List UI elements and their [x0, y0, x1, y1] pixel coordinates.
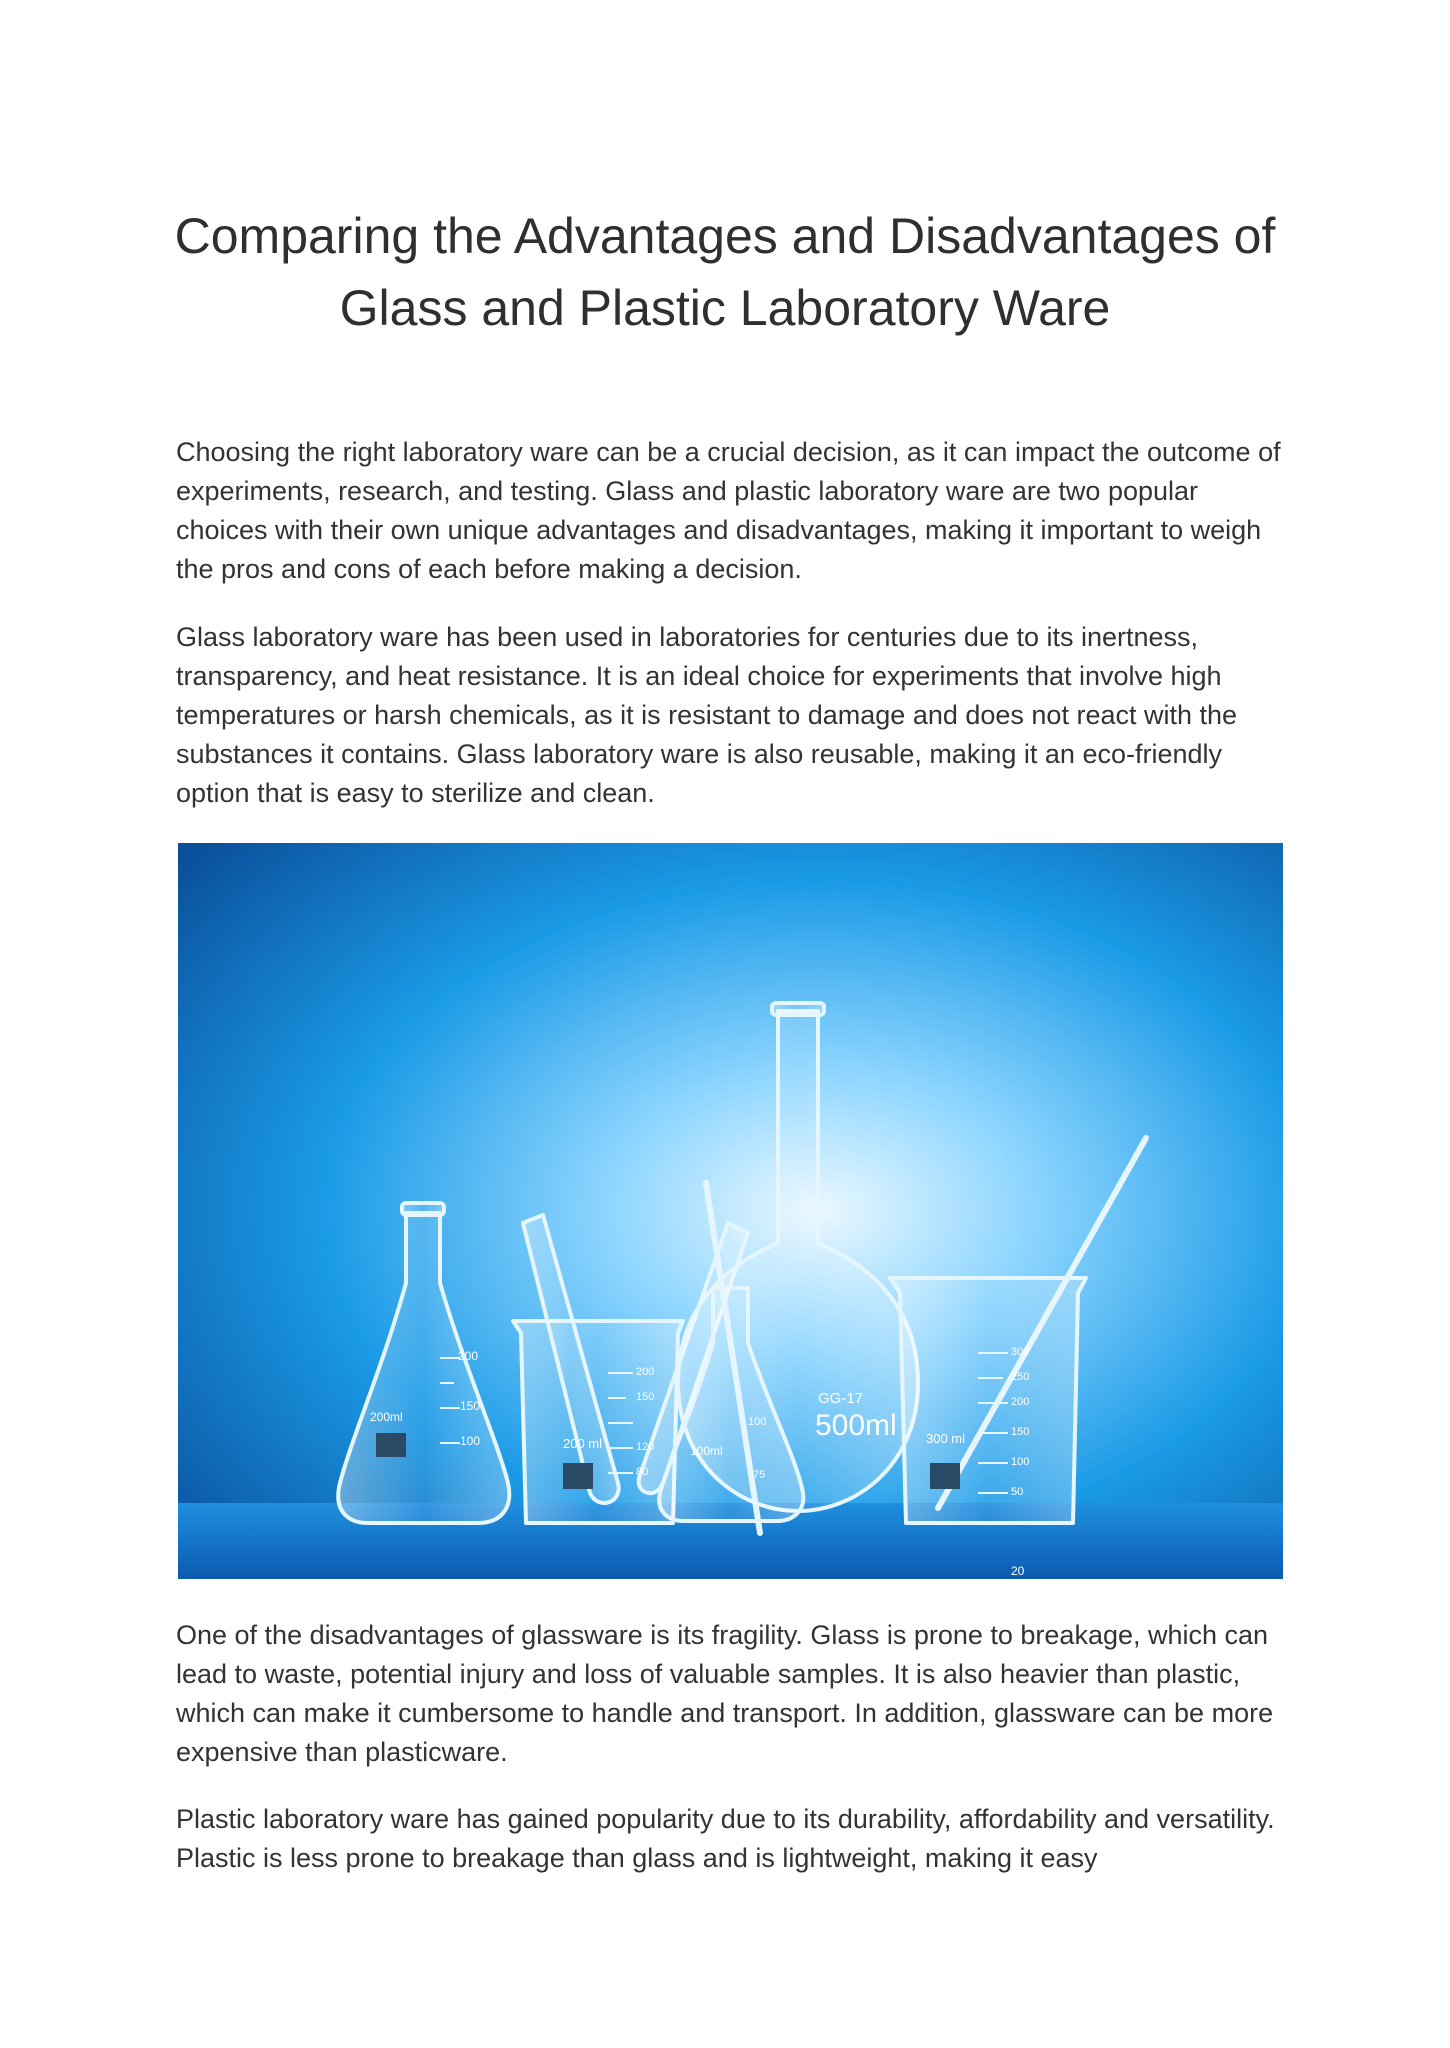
right-beaker — [890, 1278, 1086, 1523]
paragraph-glass-advantages: Glass laboratory ware has been used in laboratories for centuries due to its inertness, transparency, and heat resistance. It is an ideal choice for experiments that involve high temperatures or harsh chemicals, as it is resistant to damage and does not react with the substances it contains. Glass laboratory ware is also reusable, making it an eco-friendly option that is easy to sterilize and clean. — [176, 622, 1238, 808]
flask-label-200: 200 — [458, 1349, 479, 1363]
small-flask-label-75: 75 — [753, 1469, 766, 1481]
paragraph-plastic-advantages: Plastic laboratory ware has gained popularity due to its durability, affordability and versatility. Plastic is less prone to breakage than glass and is lightweight, making it easy — [176, 1804, 1275, 1873]
round-flask-label-500ml: 500ml — [815, 1409, 897, 1442]
beaker-right-label-250: 250 — [1011, 1371, 1030, 1383]
flask-label-100: 100 — [460, 1434, 481, 1448]
page-title: Comparing the Advantages and Disadvantages of Glass and Plastic Laboratory Ware — [174, 208, 1276, 336]
round-flask-label-gg17: GG-17 — [818, 1390, 864, 1407]
flask-label-patch — [376, 1433, 406, 1457]
lab-glassware-photo — [178, 843, 1283, 1579]
beaker-left-label-80: 80 — [636, 1466, 649, 1478]
flask-label-150: 150 — [460, 1399, 481, 1413]
beaker-left-label-200ml: 200 ml — [563, 1436, 603, 1451]
paragraph-intro: Choosing the right laboratory ware can be a crucial decision, as it can impact the outcome of experiments, research, and testing. Glass and plastic laboratory ware are two popular choices with their own unique advantages and disadvantages, making it important to weigh the pros and cons of each before making a decision. — [176, 437, 1281, 584]
beaker-left-label-200: 200 — [636, 1366, 655, 1378]
beaker-right-label-100: 100 — [1011, 1456, 1030, 1468]
beaker-left-label-patch — [563, 1463, 593, 1489]
small-flask-label-100ml: 100ml — [690, 1444, 723, 1458]
beaker-right-label-300: 300 — [1011, 1346, 1030, 1358]
beaker-left-label-120: 120 — [636, 1441, 655, 1453]
small-flask-label-100: 100 — [748, 1416, 767, 1428]
beaker-right-label-50: 50 — [1011, 1486, 1024, 1498]
flask-label-200ml: 200ml — [370, 1410, 403, 1424]
beaker-left-label-150: 150 — [636, 1391, 655, 1403]
beaker-right-label-patch — [930, 1463, 960, 1489]
beaker-right-label-150: 150 — [1011, 1426, 1030, 1438]
erlenmeyer-rim — [402, 1203, 444, 1215]
round-flask-rim — [772, 1003, 824, 1015]
beaker-right-label-20: 20 — [1011, 1564, 1025, 1578]
beaker-right-label-300ml: 300 ml — [926, 1431, 966, 1446]
beaker-right-label-200: 200 — [1011, 1396, 1030, 1408]
paragraph-glass-disadvantages: One of the disadvantages of glassware is its fragility. Glass is prone to breakage, which can lead to waste, potential injury and loss of valuable samples. It is also heavier than plastic, which can make it cumbersome to handle and transport. In addition, glassware can be more expensive than plasticware. — [176, 1620, 1274, 1767]
